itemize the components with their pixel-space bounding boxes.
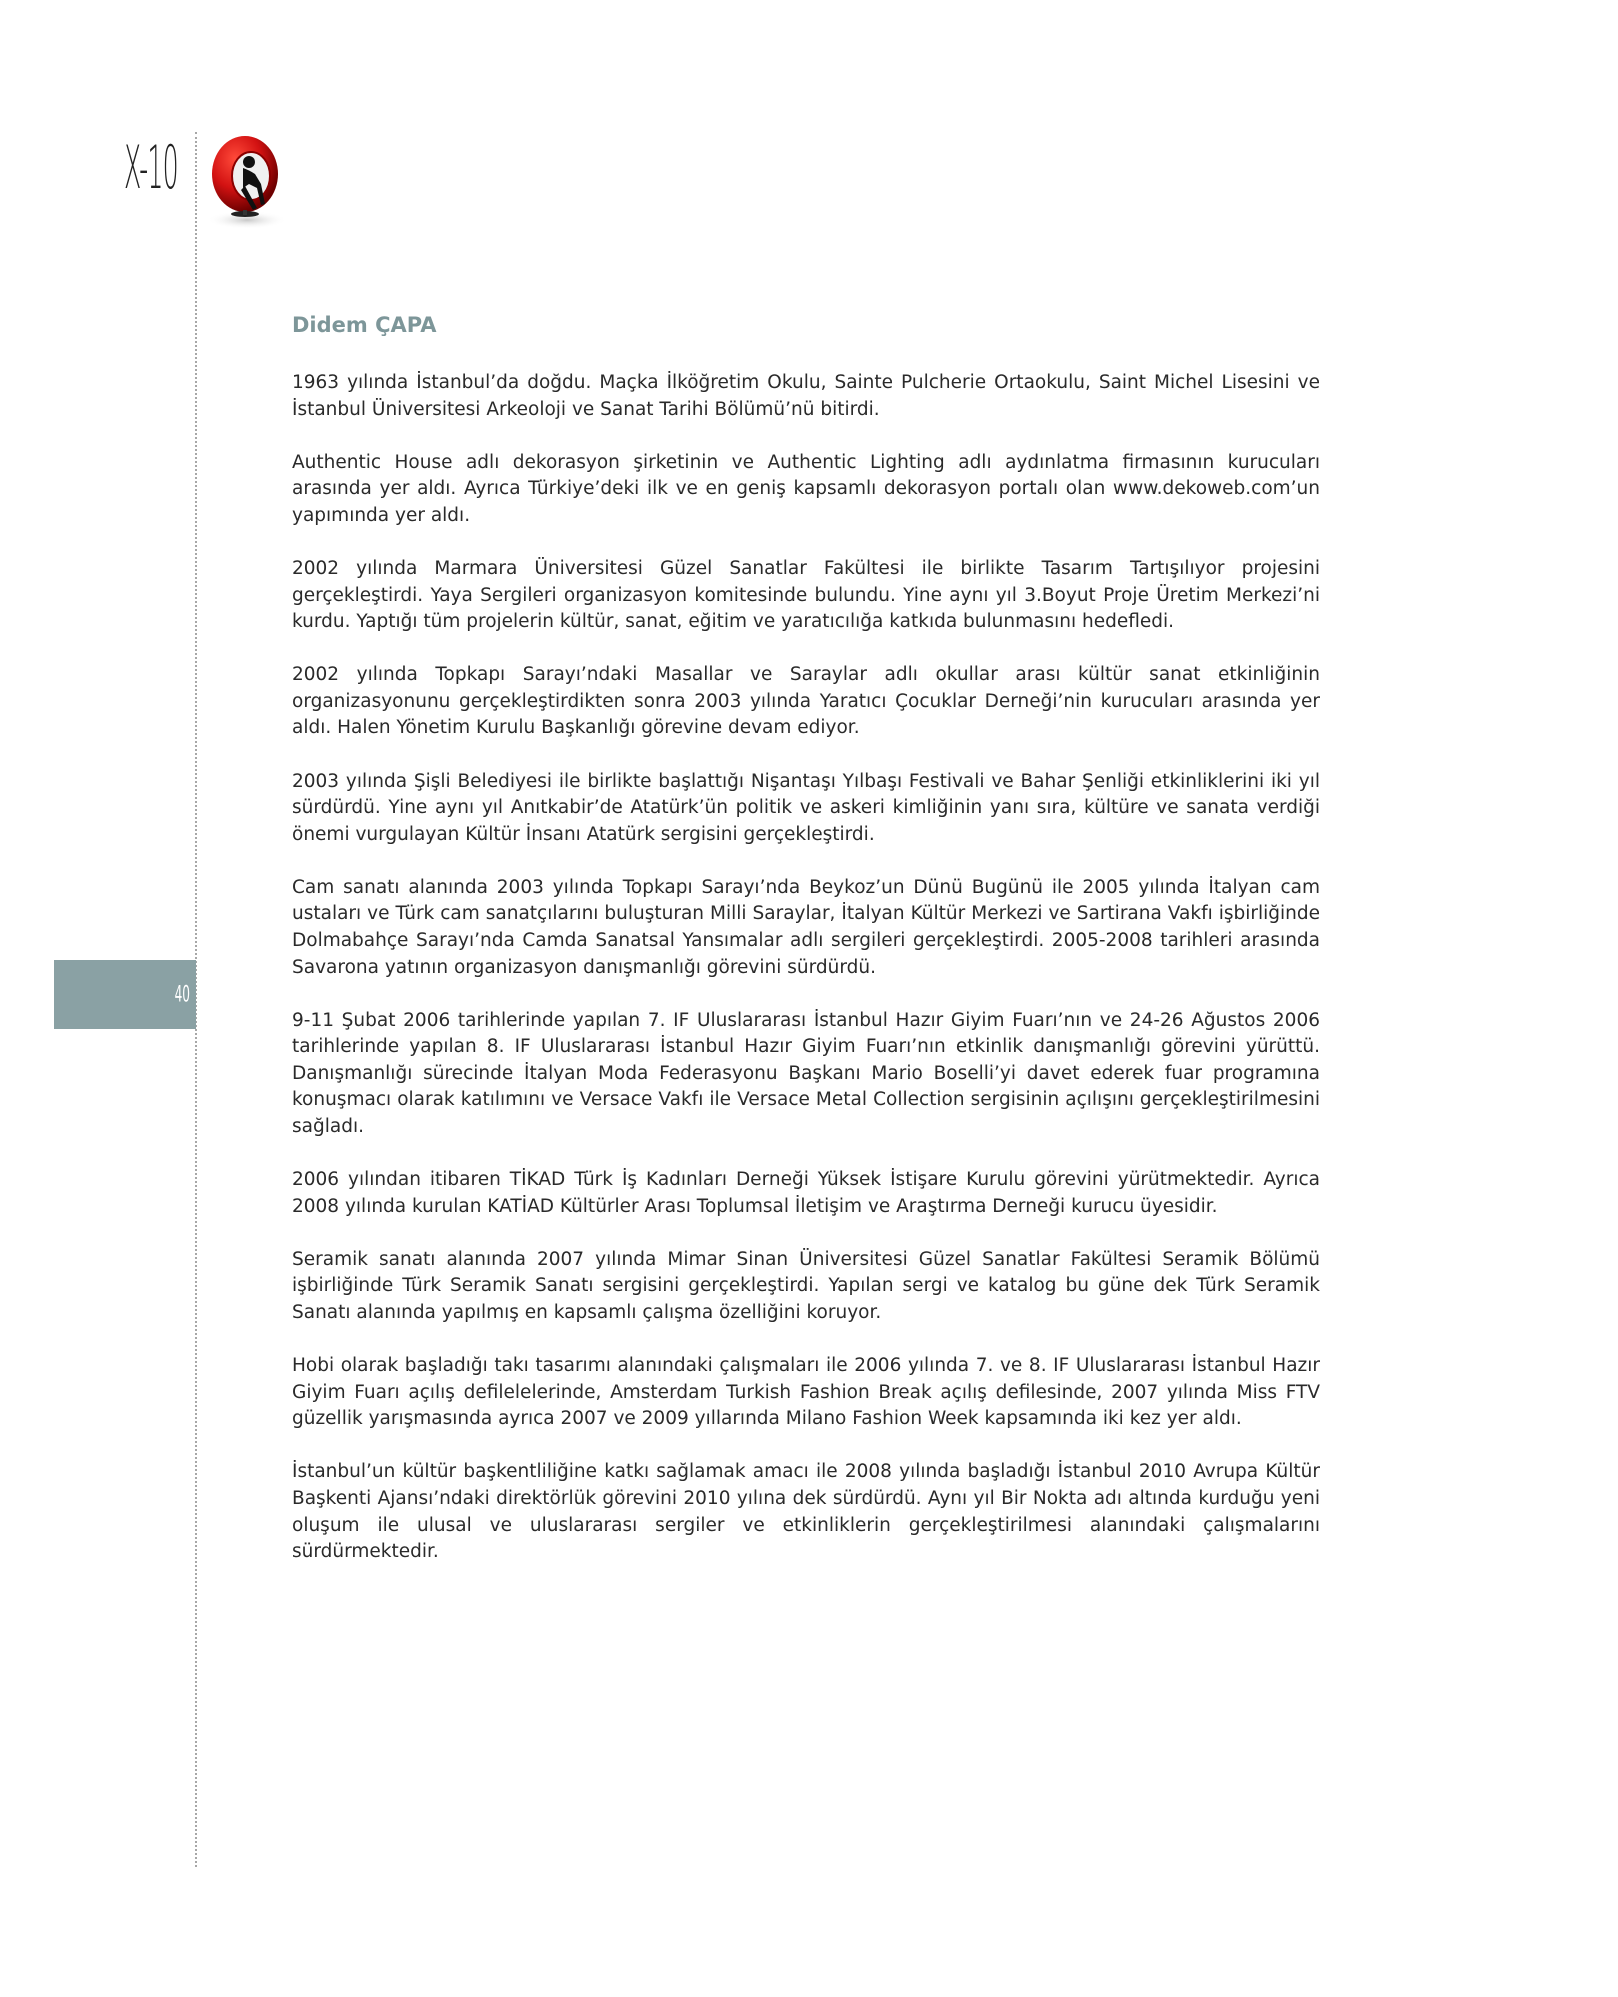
paragraph: İstanbul’un kültür başkentliliğine katkı sağlamak amacı ile 2008 yılında başladığı İstanbul 2010 Avrupa Kültür Başkenti Ajansı’ndaki direktörlük görevini 2010 yılına dek sürdürdü. Aynı yıl Bir Nokta adı altında kurduğu yeni oluşum ile ulusal ve uluslararası sergiler ve etkinliklerin gerçekleştirilmesi alanındaki çalışmalarını sürdürmektedir. [292, 1461, 1320, 1563]
paragraph: Authentic House adlı dekorasyon şirketinin ve Authentic Lighting adlı aydınlatma firmasının kurucuları arasında yer aldı. Ayrıca Türkiye’deki ilk ve en geniş kapsamlı dekorasyon portalı olan www.dekoweb.com’un yapımında yer aldı. [292, 451, 1320, 526]
paragraph: 2003 yılında Şişli Belediyesi ile birlikte başlattığı Nişantaşı Yılbaşı Festivali ve Bahar Şenliği etkinliklerini iki yıl sürdürdü. Yine aynı yıl Anıtkabir’de Atatürk’ün politik ve askeri kimliğinin yanı sıra, kültüre ve sanata verdiği önemi vurgulayan Kültür İnsanı Atatürk sergisini gerçekleştirdi. [292, 770, 1320, 845]
brand-logotype: X-10 [124, 133, 178, 203]
paragraph: 1963 yılında İstanbul’da doğdu. Maçka İlköğretim Okulu, Sainte Pulcherie Ortaokulu, Saint Michel Lisesini ve İstanbul Üniversitesi Arkeoloji ve Sanat Tarihi Bölümü’nü bitirdi. [292, 372, 1320, 420]
article [292, 310, 1320, 1592]
red-egg-chair-icon [205, 128, 295, 238]
page-number-tab [54, 960, 196, 1029]
paragraph: 9-11 Şubat 2006 tarihlerinde yapılan 7. IF Uluslararası İstanbul Hazır Giyim Fuarı’nın ve 24-26 Ağustos 2006 tarihlerinde yapılan 8. IF Uluslararası İstanbul Hazır Giyim Fuarı’nın etkinlik danışmanlığı görevini yürüttü. Danışmanlığı sürecinde İtalyan Moda Federasyonu Başkanı Mario Boselli’yi davet ederek fuar programına konuşmacı olarak katılımını ve Versace Vakfı ile Versace Metal Collection sergisinin açılışını gerçekleştirilmesini sağladı. [292, 1009, 1320, 1138]
page-number: 40 [174, 982, 190, 1007]
paragraph: 2002 yılında Topkapı Sarayı’ndaki Masallar ve Saraylar adlı okullar arası kültür sanat etkinliğinin organizasyonunu gerçekleştirdikten sonra 2003 yılında Yaratıcı Çocuklar Derneği’nin kurucuları arasında yer aldı. Halen Yönetim Kurulu Başkanlığı görevine devam ediyor. [292, 664, 1320, 739]
paragraph: 2006 yılından itibaren TİKAD Türk İş Kadınları Derneği Yüksek İstişare Kurulu görevini yürütmektedir. Ayrıca 2008 yılında kurulan KATİAD Kültürler Arası Toplumsal İletişim ve Araştırma Derneği kurucu üyesidir. [292, 1169, 1320, 1217]
person-name: Didem ÇAPA [292, 313, 437, 337]
paragraph: 2002 yılında Marmara Üniversitesi Güzel Sanatlar Fakültesi ile birlikte Tasarım Tartışılıyor projesini gerçekleştirdi. Yaya Sergileri organizasyon komitesinde bulundu. Yine aynı yıl 3.Boyut Proje Üretim Merkezi’ni kurdu. Yaptığı tüm projelerin kültür, sanat, eğitim ve yaratıcılığa katkıda bulunmasını hedefledi. [292, 557, 1320, 633]
paragraph: Hobi olarak başladığı takı tasarımı alanındaki çalışmaları ile 2006 yılında 7. ve 8. IF Uluslararası İstanbul Hazır Giyim Fuarı açılış defilelelerinde, Amsterdam Turkish Fashion Break açılış defilesinde, 2007 yılında Miss FTV güzellik yarışmasında ayrıca 2007 ve 2009 yıllarında Milano Fashion Week kapsamında iki kez yer aldı. [292, 1355, 1320, 1430]
paragraph: Seramik sanatı alanında 2007 yılında Mimar Sinan Üniversitesi Güzel Sanatlar Fakültesi Seramik Bölümü işbirliğinde Türk Seramik Sanatı sergisini gerçekleştirdi. Yapılan sergi ve katalog bu güne dek Türk Seramik Sanatı alanında yapılmış en kapsamlı çalışma özelliğini koruyor. [292, 1248, 1320, 1324]
paragraph: Cam sanatı alanında 2003 yılında Topkapı Sarayı’nda Beykoz’un Dünü Bugünü ile 2005 yılında İtalyan cam ustaları ve Türk cam sanatçılarını buluşturan Milli Saraylar, İtalyan Kültür Merkezi ve Sartirana Vakfı işbirliğinde Dolmabahçe Sarayı’nda Camda Sanatsal Yansımalar adlı sergileri gerçekleştirdi. 2005-2008 tarihleri arasında Savarona yatının organizasyon danışmanlığı görevini sürdürdü. [292, 876, 1320, 978]
